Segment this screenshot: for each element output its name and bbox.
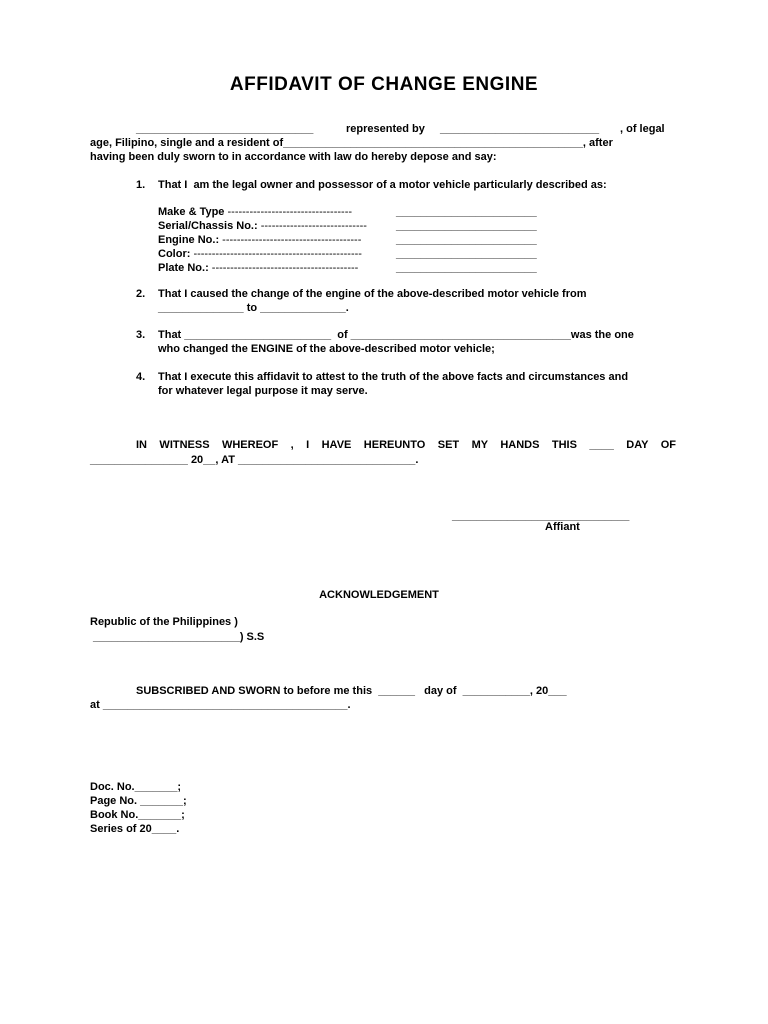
item-1-text: That I am the legal owner and possessor of a motor vehicle particularly described as:: [158, 179, 607, 191]
intro-rep-blank: __________________________: [440, 123, 600, 135]
vehicle-color-label: Color: ----------------------------------------------: [158, 248, 362, 260]
vehicle-serial-blank: _______________________: [396, 220, 537, 232]
vehicle-plate-blank: _______________________: [396, 262, 537, 274]
intro-represented-by: represented by: [346, 123, 425, 135]
republic-line: Republic of the Philippines ): [90, 616, 238, 628]
book-no: Book No._______;: [90, 809, 185, 821]
subscribed-line-2: at ________________________________________.: [90, 699, 351, 711]
subscribed-line-1: SUBSCRIBED AND SWORN to before me this ______ day of ___________, 20___: [136, 685, 567, 697]
vehicle-serial-label: Serial/Chassis No.: -----------------------------: [158, 220, 367, 232]
item-3-number: 3.: [136, 329, 146, 341]
acknowledgement-heading: ACKNOWLEDGEMENT: [319, 589, 439, 601]
item-1-number: 1.: [136, 179, 146, 191]
item-2-line-2: ______________ to ______________.: [158, 302, 349, 314]
vehicle-make-label: Make & Type ----------------------------------: [158, 206, 353, 218]
affiant-label: Affiant: [545, 521, 580, 533]
item-4-line-2: for whatever legal purpose it may serve.: [158, 385, 368, 397]
series-of: Series of 20____.: [90, 823, 180, 835]
item-4-number: 4.: [136, 371, 146, 383]
vehicle-make-blank: _______________________: [396, 206, 537, 218]
vehicle-engine-label: Engine No.: --------------------------------------: [158, 234, 362, 246]
item-4-line-1: That I execute this affidavit to attest to the truth of the above facts and circumstances and: [158, 371, 629, 383]
document-title: AFFIDAVIT OF CHANGE ENGINE: [229, 74, 539, 95]
intro-line-2: age, Filipino, single and a resident of_________________________________________________, after: [90, 137, 613, 149]
item-3-line-2: who changed the ENGINE of the above-described motor vehicle;: [158, 343, 495, 355]
intro-of-legal: , of legal: [620, 123, 665, 135]
intro-name-blank: _____________________________: [136, 123, 314, 135]
item-3-line-1: That ________________________ of ____________________________________was the one: [158, 329, 634, 341]
affiant-signature-line: _____________________________: [452, 510, 630, 522]
witness-line-1: IN WITNESS WHEREOF , I HAVE HEREUNTO SET MY HANDS THIS ____ DAY OF: [136, 439, 676, 451]
vehicle-plate-label: Plate No.: ----------------------------------------: [158, 262, 359, 274]
ss-line: ________________________) S.S: [93, 631, 265, 643]
intro-line-3: having been duly sworn to in accordance with law do hereby depose and say:: [90, 151, 497, 163]
page-no: Page No. _______;: [90, 795, 187, 807]
doc-no: Doc. No._______;: [90, 781, 182, 793]
vehicle-engine-blank: _______________________: [396, 234, 537, 246]
item-2-line-1: That I caused the change of the engine of the above-described motor vehicle from: [158, 288, 587, 300]
witness-line-2: ________________ 20__, AT _____________________________.: [90, 454, 419, 466]
vehicle-color-blank: _______________________: [396, 248, 537, 260]
item-2-number: 2.: [136, 288, 146, 300]
